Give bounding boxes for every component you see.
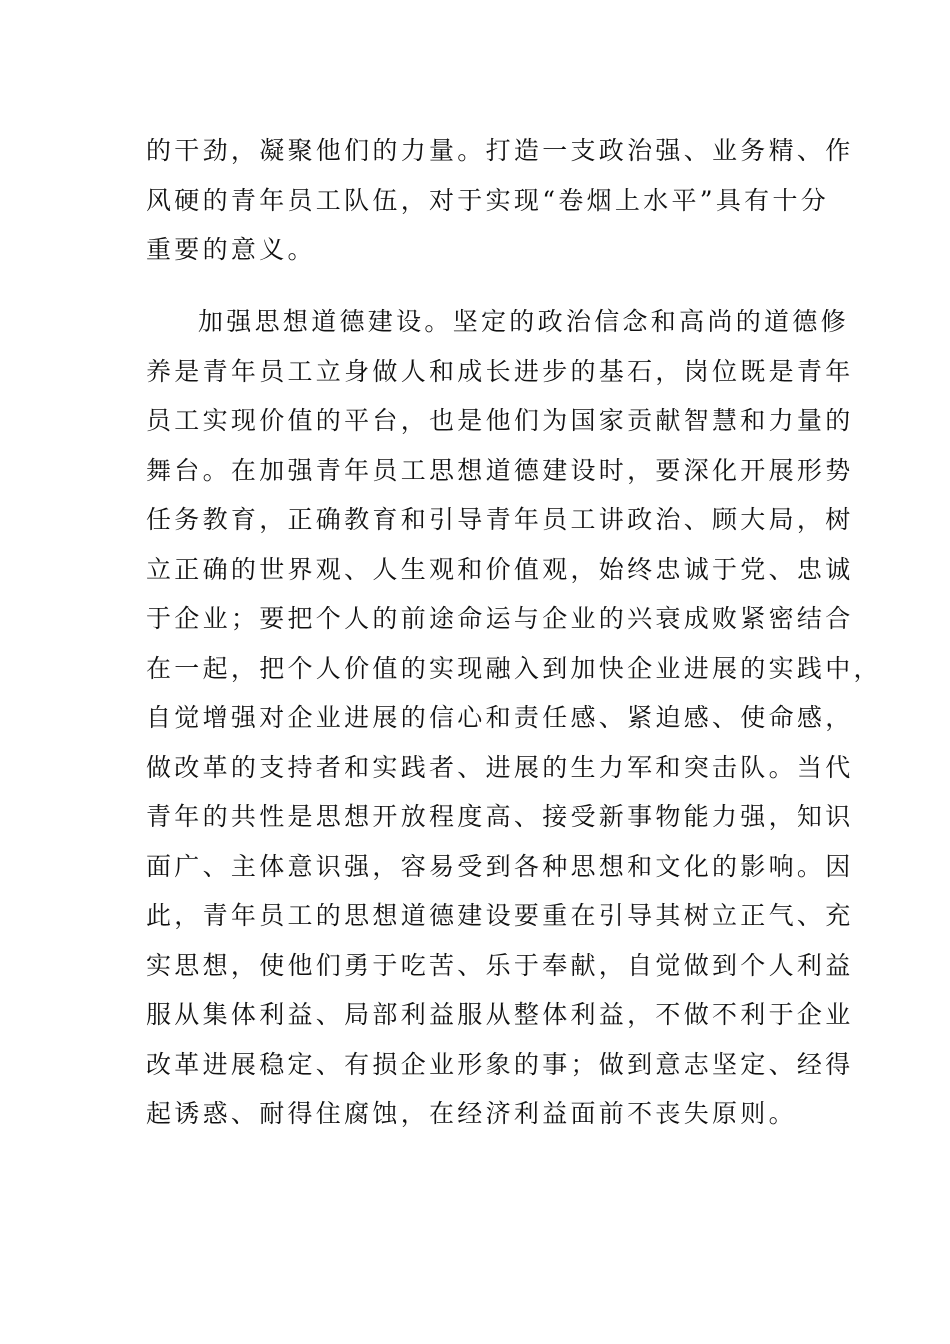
text-line: 改革进展稳定、有损企业形象的事；做到意志坚定、经得 — [146, 1049, 854, 1079]
text-line: 立正确的世界观、人生观和价值观，始终忠诚于党、忠诚 — [146, 554, 854, 584]
text-line: 任务教育，正确教育和引导青年员工讲政治、顾大局，树 — [146, 505, 854, 534]
text-line: 青年的共性是思想开放程度高、接受新事物能力强，知识 — [146, 802, 854, 831]
text-line: 起诱惑、耐得住腐蚀，在经济利益面前不丧失原则。 — [146, 1099, 797, 1128]
text-line: 于企业；要把个人的前途命运与企业的兴衰成败紧密结合 — [146, 604, 854, 633]
text-line: 养是青年员工立身做人和成长进步的基石，岗位既是青年 — [146, 356, 854, 386]
text-line: 做改革的支持者和实践者、进展的生力军和突击队。当代 — [146, 752, 854, 782]
text-line: 自觉增强对企业进展的信心和责任感、紧迫感、使命感， — [146, 703, 854, 732]
text-line: 服从集体利益、局部利益服从整体利益，不做不利于企业 — [146, 1000, 854, 1029]
text-line: 此，青年员工的思想道德建设要重在引导其树立正气、充 — [146, 901, 854, 930]
text-line: 加强思想道德建设。坚定的政治信念和高尚的道德修 — [198, 307, 849, 336]
text-line: 风硬的青年员工队伍，对于实现“卷烟上水平”具有十分 — [146, 185, 830, 215]
text-line: 员工实现价值的平台，也是他们为国家贡献智慧和力量的 — [146, 406, 854, 435]
text-line: 面广、主体意识强，容易受到各种思想和文化的影响。因 — [146, 851, 854, 881]
text-line: 舞台。在加强青年员工思想道德建设时，要深化开展形势 — [146, 455, 854, 485]
text-line: 的干劲，凝聚他们的力量。打造一支政治强、业务精、作 — [146, 136, 854, 165]
paragraph-ideological-moral-building — [146, 297, 882, 1139]
text-line: 实思想，使他们勇于吃苦、乐于奉献，自觉做到个人利益 — [146, 950, 854, 980]
paragraph-continuation — [146, 126, 854, 275]
text-line: 重要的意义。 — [146, 235, 316, 264]
text-line: 在一起，把个人价值的实现融入到加快企业进展的实践中， — [146, 653, 882, 683]
